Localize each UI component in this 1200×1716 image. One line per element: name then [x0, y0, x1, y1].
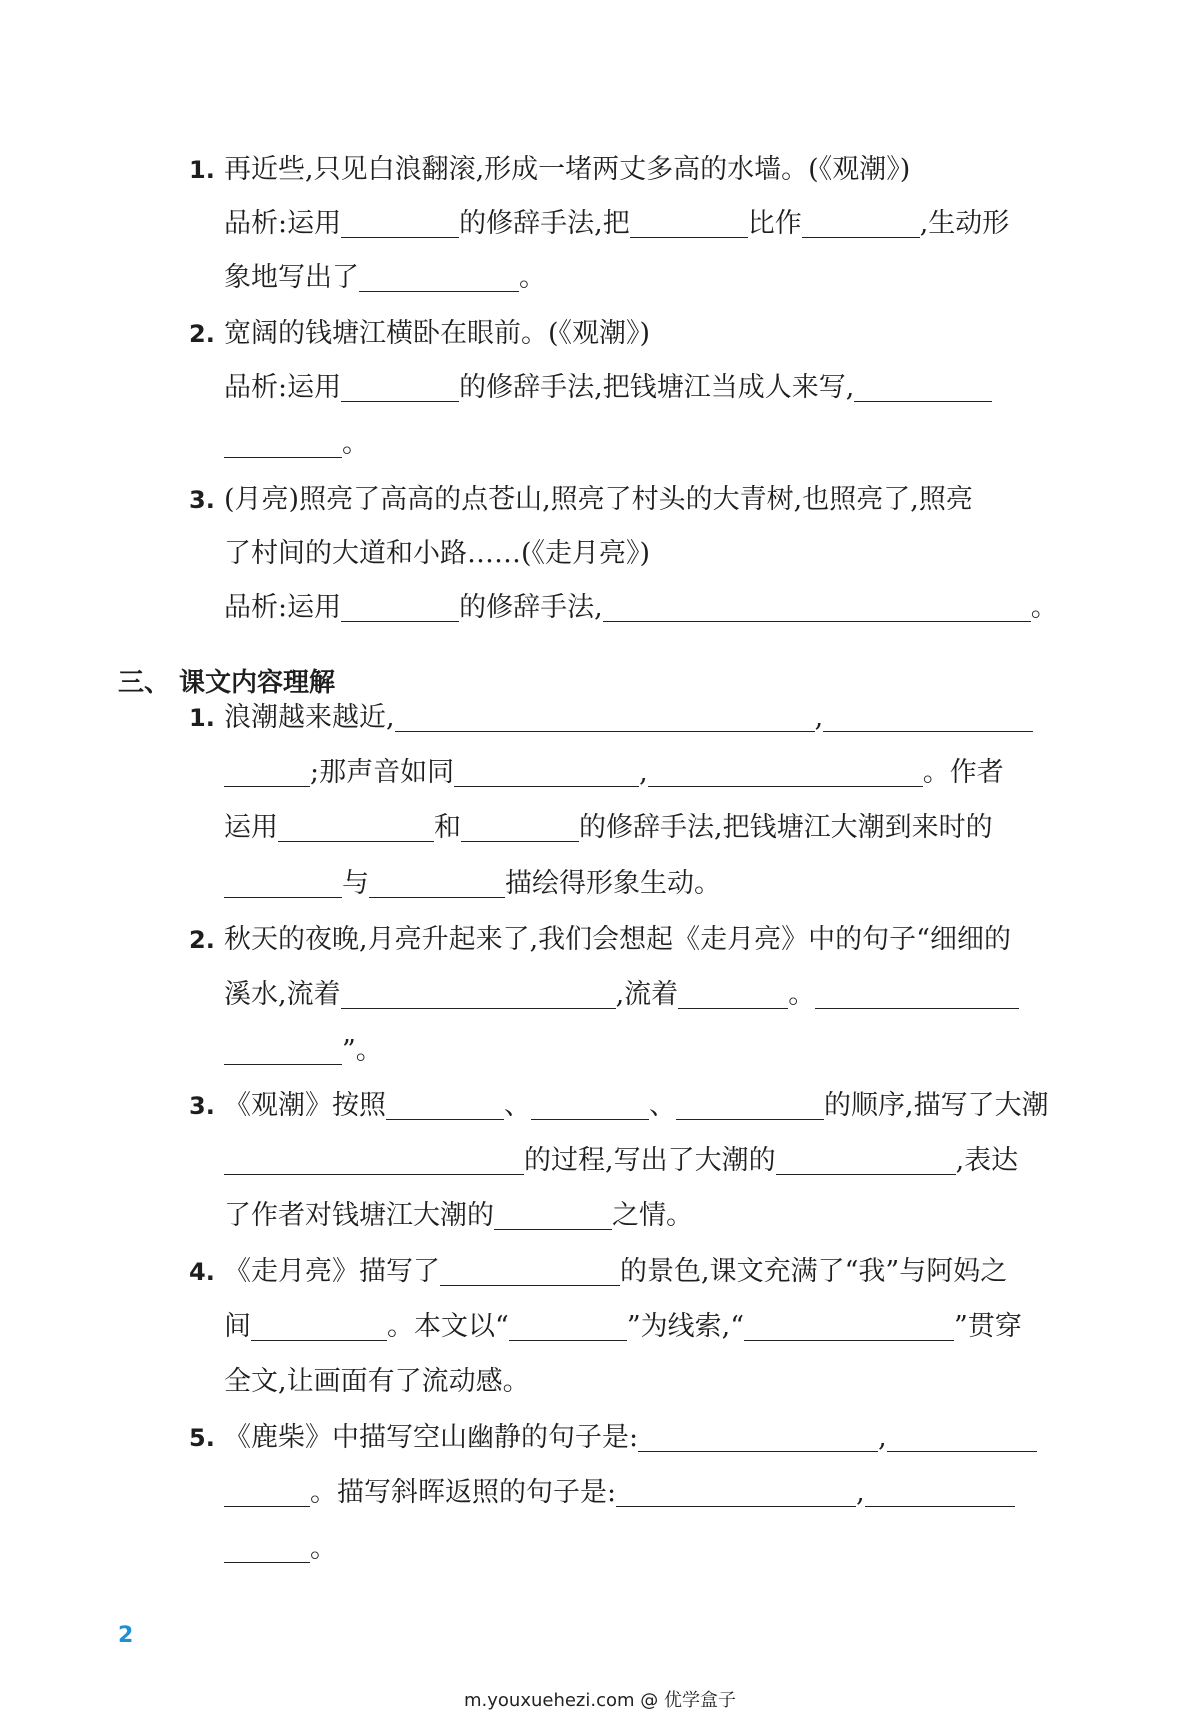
- line-text: 。描写斜晖返照的句子是:: [310, 1477, 617, 1508]
- text-line: [224, 150, 910, 190]
- line-text: 。: [310, 1533, 337, 1564]
- line-text: ,生动形: [919, 208, 1010, 239]
- answer-blank[interactable]: [341, 207, 459, 238]
- text-line: [224, 314, 650, 354]
- text-line: [224, 1418, 1037, 1458]
- line-text: 的修辞手法,: [459, 592, 603, 623]
- line-text: 《走月亮》描写了: [224, 1256, 440, 1287]
- answer-blank[interactable]: [815, 978, 1019, 1009]
- question-number: 2.: [189, 926, 215, 954]
- text-line: [224, 258, 546, 298]
- answer-blank[interactable]: [369, 867, 505, 898]
- line-text: 、: [504, 1090, 531, 1121]
- text-line: [224, 1196, 693, 1236]
- line-text: 的顺序,描写了大潮: [824, 1090, 1049, 1121]
- text-line: [224, 588, 1058, 628]
- text-line: [224, 1141, 1018, 1181]
- answer-blank[interactable]: [224, 1532, 310, 1563]
- answer-blank[interactable]: [341, 591, 459, 622]
- answer-blank[interactable]: [224, 756, 310, 787]
- line-text: ,: [639, 757, 648, 788]
- answer-blank[interactable]: [887, 1421, 1037, 1452]
- line-text: 了村间的大道和小路……(《走月亮》): [224, 538, 651, 569]
- line-text: 比作: [747, 208, 802, 239]
- answer-blank[interactable]: [440, 1255, 620, 1286]
- line-text: 。: [342, 428, 369, 459]
- line-text: 与: [342, 868, 369, 899]
- question-number: 4.: [189, 1258, 215, 1286]
- question-number: 3.: [189, 486, 215, 514]
- answer-blank[interactable]: [616, 1476, 856, 1507]
- answer-blank[interactable]: [224, 427, 342, 458]
- answer-blank[interactable]: [341, 371, 459, 402]
- answer-blank[interactable]: [676, 1089, 824, 1120]
- line-text: 。本文以“: [387, 1311, 509, 1342]
- answer-blank[interactable]: [776, 1144, 956, 1175]
- text-line: [224, 1307, 1022, 1347]
- answer-blank[interactable]: [341, 978, 616, 1009]
- line-text: 《鹿柴》中描写空山幽静的句子是:: [224, 1422, 639, 1453]
- answer-blank[interactable]: [395, 701, 815, 732]
- text-line: [224, 1362, 530, 1402]
- line-text: 间: [224, 1311, 251, 1342]
- line-text: ;那声音如同: [310, 757, 455, 788]
- answer-blank[interactable]: [224, 1144, 524, 1175]
- answer-blank[interactable]: [386, 1089, 504, 1120]
- text-line: [224, 1473, 1015, 1513]
- text-line: [224, 1529, 337, 1569]
- line-text: 的修辞手法,把钱塘江当成人来写,: [459, 372, 855, 403]
- line-text: 全文,让画面有了流动感。: [224, 1366, 530, 1397]
- line-text: 和: [434, 812, 461, 843]
- line-text: 。: [788, 979, 816, 1010]
- question-number: 3.: [189, 1092, 215, 1120]
- line-text: 的修辞手法,把钱塘江大潮到来时的: [579, 812, 993, 843]
- answer-blank[interactable]: [224, 1476, 310, 1507]
- text-line: [224, 698, 1033, 738]
- line-text: 描绘得形象生动。: [505, 868, 721, 899]
- text-line: [224, 368, 992, 408]
- answer-blank[interactable]: [865, 1476, 1015, 1507]
- answer-blank[interactable]: [509, 1310, 627, 1341]
- answer-blank[interactable]: [359, 261, 519, 292]
- question-number: 1.: [189, 704, 215, 732]
- text-line: [224, 753, 1004, 793]
- answer-blank[interactable]: [251, 1310, 387, 1341]
- line-text: 、: [649, 1090, 676, 1121]
- line-text: 之情。: [612, 1200, 693, 1231]
- text-line: [224, 1031, 383, 1071]
- text-line: [224, 1252, 1007, 1292]
- line-text: ”贯穿: [954, 1311, 1022, 1342]
- line-text: 的景色,课文充满了“我”与阿妈之: [620, 1256, 1008, 1287]
- line-text: 。: [1030, 592, 1058, 623]
- text-line: [224, 424, 369, 464]
- line-text: ,表达: [955, 1145, 1019, 1176]
- line-text: 的过程,写出了大潮的: [524, 1145, 776, 1176]
- text-line: [224, 920, 1011, 960]
- question-number: 1.: [189, 156, 215, 184]
- section-title-course-content: 三、 课文内容理解: [118, 668, 336, 698]
- line-text: 品析:运用: [224, 592, 342, 623]
- line-text: ”。: [342, 1035, 383, 1066]
- footer-watermark: m.youxuehezi.com @ 优学盒子: [463, 1690, 736, 1711]
- text-line: [224, 808, 993, 848]
- answer-blank[interactable]: [854, 371, 992, 402]
- answer-blank[interactable]: [461, 811, 579, 842]
- line-text: 再近些,只见白浪翻滚,形成一堵两丈多高的水墙。(《观潮》): [224, 154, 911, 185]
- answer-blank[interactable]: [638, 1421, 878, 1452]
- text-line: [224, 204, 1009, 244]
- line-text: 《观潮》按照: [224, 1090, 386, 1121]
- line-text: ”为线索,“: [626, 1311, 745, 1342]
- line-text: 品析:运用: [224, 372, 342, 403]
- answer-blank[interactable]: [823, 701, 1033, 732]
- answer-blank[interactable]: [678, 978, 788, 1009]
- text-line: [224, 480, 973, 520]
- answer-blank[interactable]: [531, 1089, 649, 1120]
- answer-blank[interactable]: [454, 756, 639, 787]
- line-text: 象地写出了: [224, 262, 359, 293]
- line-text: ,流着: [615, 979, 679, 1010]
- line-text: 浪潮越来越近,: [224, 702, 395, 733]
- line-text: 秋天的夜晚,月亮升起来了,我们会想起《走月亮》中的句子“细细的: [224, 924, 1011, 955]
- question-number: 5.: [189, 1424, 215, 1452]
- answer-blank[interactable]: [224, 1034, 342, 1065]
- answer-blank[interactable]: [224, 867, 342, 898]
- line-text: 宽阔的钱塘江横卧在眼前。(《观潮》): [224, 318, 651, 349]
- answer-blank[interactable]: [278, 811, 434, 842]
- line-text: 的修辞手法,把: [459, 208, 630, 239]
- line-text: ,: [814, 702, 824, 733]
- text-line: [224, 864, 721, 904]
- text-line: [224, 1086, 1049, 1126]
- answer-blank[interactable]: [603, 591, 1031, 622]
- text-line: [224, 975, 1019, 1015]
- answer-blank[interactable]: [494, 1199, 612, 1230]
- answer-blank[interactable]: [744, 1310, 954, 1341]
- line-text: ,: [856, 1477, 865, 1508]
- page-number: 2: [118, 1623, 134, 1648]
- line-text: 。作者: [922, 757, 1004, 788]
- answer-blank[interactable]: [802, 207, 920, 238]
- line-text: 溪水,流着: [224, 979, 341, 1010]
- text-line: [224, 534, 650, 574]
- answer-blank[interactable]: [630, 207, 748, 238]
- line-text: (月亮)照亮了高高的点苍山,照亮了村头的大青树,也照亮了,照亮: [224, 484, 973, 515]
- line-text: ,: [878, 1422, 887, 1453]
- answer-blank[interactable]: [648, 756, 923, 787]
- line-text: 。: [519, 262, 546, 293]
- question-number: 2.: [189, 320, 215, 348]
- line-text: 了作者对钱塘江大潮的: [224, 1200, 494, 1231]
- line-text: 运用: [224, 812, 278, 843]
- line-text: 品析:运用: [224, 208, 342, 239]
